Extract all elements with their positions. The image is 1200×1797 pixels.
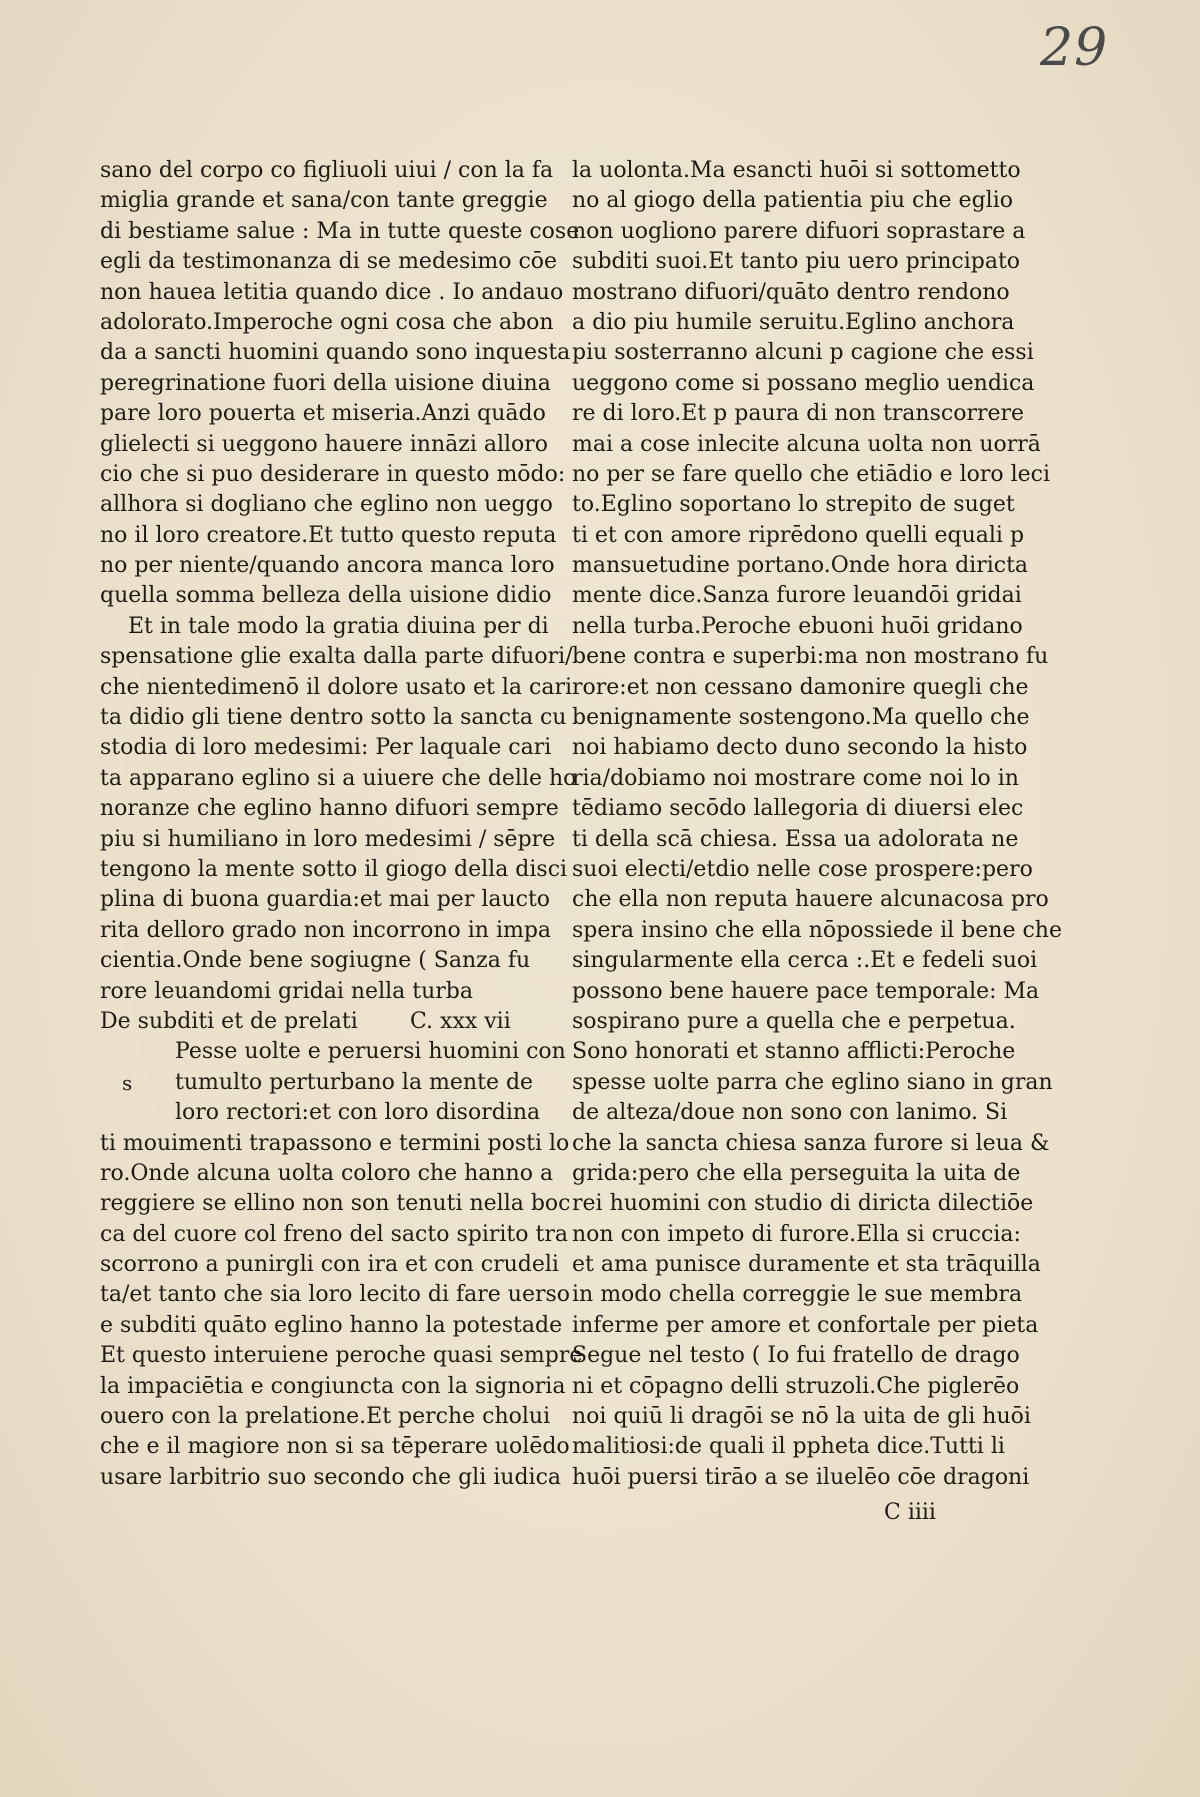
text-line: che ella non reputa hauere alcunacosa pro — [572, 887, 1049, 913]
chapter-heading — [100, 1007, 520, 1037]
text-line: mostrano difuori/quāto dentro rendono — [572, 279, 1010, 305]
text-line: glielecti si ueggono hauere innāzi alloro — [100, 431, 549, 457]
text-line: piu sosterranno alcuni p cagione che essi — [572, 340, 1034, 366]
text-line: no per se fare quello che etiādio e loro leci — [572, 461, 1051, 487]
text-line: bene contra e superbi:ma non mostrano fu — [572, 644, 1049, 670]
text-line: re di loro.Et p paura di non transcorrere — [572, 401, 1025, 427]
text-line: subditi suoi.Et tanto piu uero principato — [572, 249, 1021, 275]
text-line: in modo chella correggie le sue membra — [572, 1282, 1023, 1308]
chapter-number: C. xxx vii — [410, 1008, 511, 1034]
folio-number: 29 — [1040, 18, 1109, 78]
text-line: tengono la mente sotto il giogo della disci — [100, 856, 568, 882]
text-line: ro.Onde alcuna uolta coloro che hanno a — [100, 1160, 554, 1186]
text-line: cio che si puo desiderare in questo mōdo: — [100, 461, 566, 487]
text-line: ta apparano eglino si a uiuere che delle ho — [100, 765, 577, 791]
text-line: egli da testimonanza di se medesimo cōe — [100, 249, 558, 275]
text-line: noi habiamo decto duno secondo la histo — [572, 735, 1028, 761]
text-line: ni et cōpagno delli struzoli.Che piglerēo — [572, 1373, 1020, 1399]
text-line: di bestiame salue : Ma in tutte queste cose — [100, 218, 580, 244]
text-line: spensatione glie exalta dalla parte difuori/ — [100, 644, 573, 670]
text-line: nella turba.Peroche ebuoni huōi gridano — [572, 613, 1023, 639]
text-line: tumulto perturbano la mente de — [175, 1069, 534, 1095]
text-line: huōi puersi tirāo a se iluelēo cōe dragoni — [572, 1464, 1030, 1490]
text-line: loro rectori:et con loro disordina — [175, 1100, 541, 1126]
text-line: Segue nel testo ( Io fui fratello de drago — [572, 1343, 1020, 1369]
text-line: Sono honorati et stanno afflicti:Peroche — [572, 1039, 1016, 1065]
text-line: usare larbitrio suo secondo che gli iudica — [100, 1464, 562, 1490]
text-line: possono bene hauere pace temporale: Ma — [572, 978, 1040, 1004]
paragraph-first-line: Et in tale modo la gratia diuina per di — [128, 613, 549, 639]
text-line: malitiosi:de quali il ppheta dice.Tutti li — [572, 1434, 1005, 1460]
text-line: adolorato.Imperoche ogni cosa che abon — [100, 309, 554, 335]
text-line: Pesse uolte e peruersi huomini con — [175, 1039, 566, 1065]
text-line: pare loro pouerta et miseria.Anzi quādo — [100, 401, 546, 427]
text-line: ta/et tanto che sia loro lecito di fare uerso — [100, 1282, 571, 1308]
text-line: piu si humiliano in loro medesimi / sēpre — [100, 826, 556, 852]
guide-initial-letter: s — [122, 1070, 133, 1095]
text-line: singularmente ella cerca :.Et e fedeli suoi — [572, 948, 1038, 974]
text-line: ti della scā chiesa. Essa ua adolorata ne — [572, 826, 1019, 852]
text-line: ria/dobiamo noi mostrare come noi lo in — [572, 765, 1019, 791]
text-line: la impaciētia e congiuncta con la signoria — [100, 1373, 566, 1399]
initial-block-line — [100, 1037, 566, 1067]
text-line: grida:pero che ella perseguita la uita de — [572, 1160, 1021, 1186]
left-text-column — [100, 156, 583, 1493]
text-line: tēdiamo secōdo lallegoria di diuersi elec — [572, 796, 1024, 822]
text-line: e subditi quāto eglino hanno la potestade — [100, 1312, 563, 1338]
chapter-title: De subditi et de prelati — [100, 1008, 358, 1034]
text-line: non uogliono parere difuori soprastare a — [572, 218, 1026, 244]
text-line: benignamente sostengono.Ma quello che — [572, 705, 1030, 731]
text-line: rei huomini con studio di diricta dilectiōe — [572, 1191, 1034, 1217]
text-line: suoi electi/etdio nelle cose prospere:pero — [572, 856, 1033, 882]
text-line: inferme per amore et confortale per pieta — [572, 1312, 1039, 1338]
text-line: sospirano pure a quella che e perpetua. — [572, 1008, 1016, 1034]
text-line: mente dice.Sanza furore leuandōi gridai — [572, 583, 1022, 609]
right-text-column — [572, 156, 1062, 1493]
text-line: cientia.Onde bene sogiugne ( Sanza fu — [100, 948, 531, 974]
text-line: che nientedimenō il dolore usato et la cari — [100, 674, 573, 700]
text-line: che e il magiore non si sa tēperare uolēdo — [100, 1434, 570, 1460]
text-line: mai a cose inlecite alcuna uolta non uorrā — [572, 431, 1041, 457]
text-line: ta didio gli tiene dentro sotto la sancta cu — [100, 705, 567, 731]
text-line: plina di buona guardia:et mai per laucto — [100, 887, 551, 913]
text-line: de alteza/doue non sono con lanimo. Si — [572, 1100, 1008, 1126]
text-line: Et questo interuiene peroche quasi sempre — [100, 1343, 583, 1369]
signature-mark: C iiii — [884, 1500, 936, 1525]
text-line: spesse uolte parra che eglino siano in gran — [572, 1069, 1053, 1095]
text-line: ti et con amore riprēdono quelli equali p — [572, 522, 1025, 548]
text-line: mansuetudine portano.Onde hora diricta — [572, 553, 1029, 579]
text-line: ouero con la prelatione.Et perche cholui — [100, 1404, 551, 1430]
text-line: no al giogo della patientia piu che eglio — [572, 188, 1013, 214]
text-line: miglia grande et sana/con tante greggie — [100, 188, 548, 214]
text-line: che la sancta chiesa sanza furore si leua & — [572, 1130, 1050, 1156]
text-line: peregrinatione fuori della uisione diuina — [100, 370, 551, 396]
text-line: no il loro creatore.Et tutto questo reputa — [100, 522, 557, 548]
text-line: et ama punisce duramente et sta trāquilla — [572, 1252, 1041, 1278]
text-line: la uolonta.Ma esancti huōi si sottometto — [572, 158, 1021, 183]
text-line: non hauea letitia quando dice . Io andauo — [100, 279, 564, 305]
text-line: spera insino che ella nōpossiede il bene che — [572, 917, 1062, 943]
initial-block-line — [100, 1068, 534, 1098]
text-line: to.Eglino soportano lo strepito de suget — [572, 492, 1015, 518]
text-line: reggiere se ellino non son tenuti nella boc — [100, 1191, 571, 1217]
text-line: stodia di loro medesimi: Per laquale cari — [100, 735, 552, 761]
text-line: allhora si dogliano che eglino non ueggo — [100, 492, 553, 518]
text-line: ti mouimenti trapassono e termini posti lo — [100, 1130, 570, 1156]
text-line: ueggono come si possano meglio uendica — [572, 370, 1035, 396]
text-line: non con impeto di furore.Ella si cruccia: — [572, 1221, 1021, 1247]
text-line: ca del cuore col freno del sacto spirito tra — [100, 1221, 568, 1247]
text-line: da a sancti huomini quando sono inquesta — [100, 340, 571, 366]
text-line: sano del corpo co figliuoli uiui / con la fa — [100, 158, 554, 183]
text-line: noi quiū li dragōi se nō la uita de gli huōi — [572, 1404, 1031, 1430]
text-line: rore:et non cessano damonire quegli che — [572, 674, 1029, 700]
text-line: rore leuandomi gridai nella turba — [100, 978, 473, 1004]
text-line: rita delloro grado non incorrono in impa — [100, 917, 552, 943]
text-line: no per niente/quando ancora manca loro — [100, 553, 555, 579]
text-line: quella somma belleza della uisione didio — [100, 583, 552, 609]
initial-block-line — [100, 1098, 541, 1128]
text-line: a dio piu humile seruitu.Eglino anchora — [572, 309, 1015, 335]
text-line: scorrono a punirgli con ira et con crudeli — [100, 1252, 559, 1278]
text-line: noranze che eglino hanno difuori sempre — [100, 796, 559, 822]
